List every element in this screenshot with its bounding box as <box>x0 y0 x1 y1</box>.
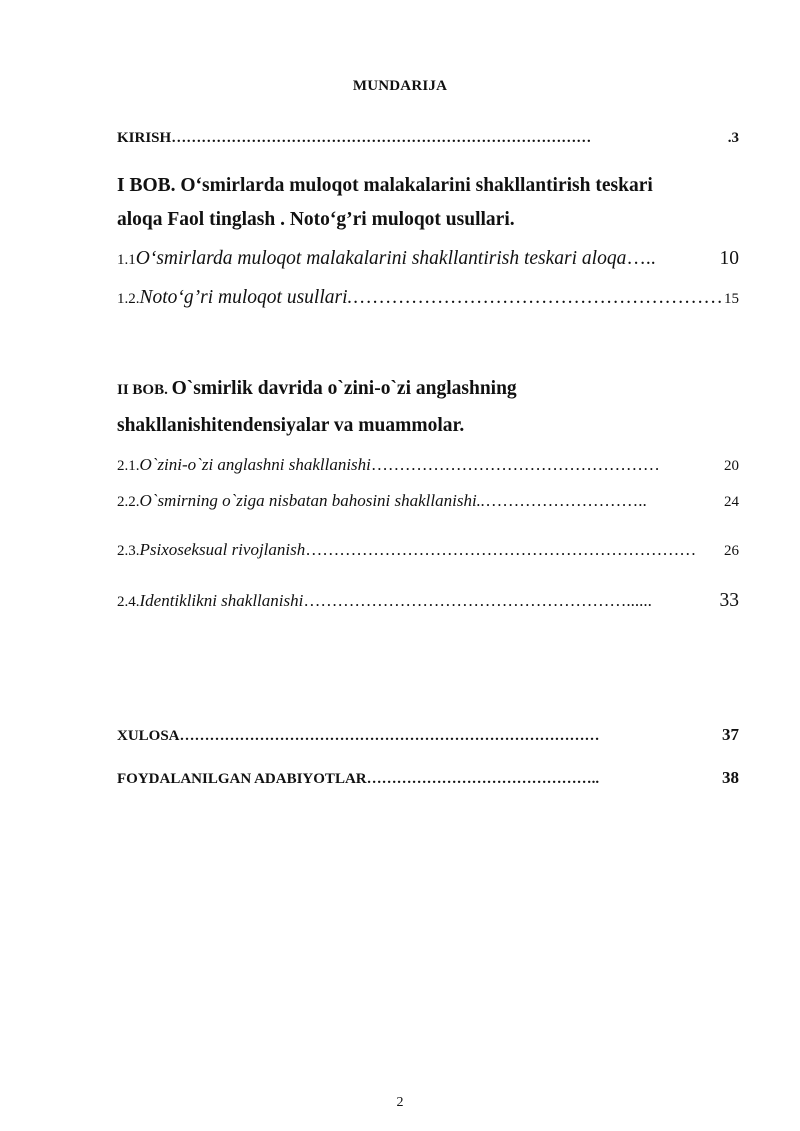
toc-page-number: 20 <box>724 458 739 474</box>
toc-title: MUNDARIJA <box>352 78 448 94</box>
toc-entry-2-2[interactable] <box>117 491 739 511</box>
toc-entry-adabiyotlar[interactable] <box>117 768 739 788</box>
toc-page-number: 38 <box>722 768 739 787</box>
toc-entry-number: 1.1 <box>117 252 136 268</box>
toc-leader-dots: ….. <box>626 248 656 269</box>
toc-leader-dots: ………………………………………………… <box>352 287 723 308</box>
toc-entry-number: 2.2. <box>117 494 140 510</box>
toc-entry-xulosa[interactable] <box>117 725 739 745</box>
toc-leader-dots: …………………………………………………………… <box>305 540 697 559</box>
toc-leader-dots: ………………………………………………………………………… <box>171 130 592 146</box>
toc-leader-dots: ………………………………………………………………………… <box>179 728 600 744</box>
toc-entry-number: 2.4. <box>117 594 140 610</box>
toc-page-number: 37 <box>722 725 739 744</box>
chapter-2-title: O`smirlik davrida o`zini-o`zi anglashning <box>171 378 517 399</box>
toc-entry-1-2[interactable] <box>117 287 739 309</box>
toc-entry-2-1[interactable] <box>117 455 739 475</box>
chapter-1-heading-line-2: aloqa Faol tinglash . Noto‘g’ri muloqot usullari. <box>117 209 515 230</box>
toc-leader-dots: …………………………………………………...... <box>303 591 652 610</box>
toc-entry-label: O`zini-o`zi anglashni shakllanishi <box>139 455 371 474</box>
toc-entry-label: FOYDALANILGAN ADABIYOTLAR <box>117 771 367 787</box>
toc-entry-label: KIRISH <box>117 130 172 146</box>
toc-page-number: .3 <box>727 130 739 146</box>
toc-entry-label: Noto‘g’ri muloqot usullari. <box>139 287 353 308</box>
toc-entry-number: 1.2. <box>117 291 140 307</box>
toc-entry-label: Psixoseksual rivojlanish <box>139 540 306 559</box>
chapter-1-heading-line-1: I BOB. O‘smirlarda muloqot malakalarini shakllantirish teskari <box>117 175 653 196</box>
toc-page-number: 15 <box>724 291 739 307</box>
toc-entry-number: 2.1. <box>117 458 140 474</box>
toc-entry-2-4[interactable] <box>117 590 739 612</box>
toc-entry-label: O‘smirlarda muloqot malakalarini shakllantirish teskari aloqa <box>135 248 627 269</box>
toc-leader-dots: ……………………….. <box>485 491 647 510</box>
page-number: 2 <box>396 1095 404 1110</box>
toc-entry-label: XULOSA <box>117 728 180 744</box>
toc-page-number: 33 <box>719 590 739 611</box>
toc-leader-dots: ……………………………………….. <box>366 771 600 787</box>
toc-entry-1-1[interactable] <box>117 248 739 270</box>
chapter-2-prefix: II BOB. <box>117 382 172 398</box>
toc-leader-dots: …………………………………………… <box>370 455 660 474</box>
toc-entry-label: Identiklikni shakllanishi <box>139 591 304 610</box>
toc-entry-kirish[interactable] <box>117 130 739 147</box>
chapter-2-heading-line-2: shakllanishitendensiyalar va muammolar. <box>117 415 465 436</box>
toc-page-number: 10 <box>719 248 739 269</box>
toc-entry-number: 2.3. <box>117 543 140 559</box>
toc-entry-label: O`smirning o`ziga nisbatan bahosini shakllanishi.. <box>139 491 486 510</box>
toc-page-number: 26 <box>724 543 739 559</box>
chapter-2-heading-line-1 <box>117 378 517 400</box>
toc-page-number: 24 <box>724 494 739 510</box>
toc-entry-2-3[interactable] <box>117 540 739 560</box>
